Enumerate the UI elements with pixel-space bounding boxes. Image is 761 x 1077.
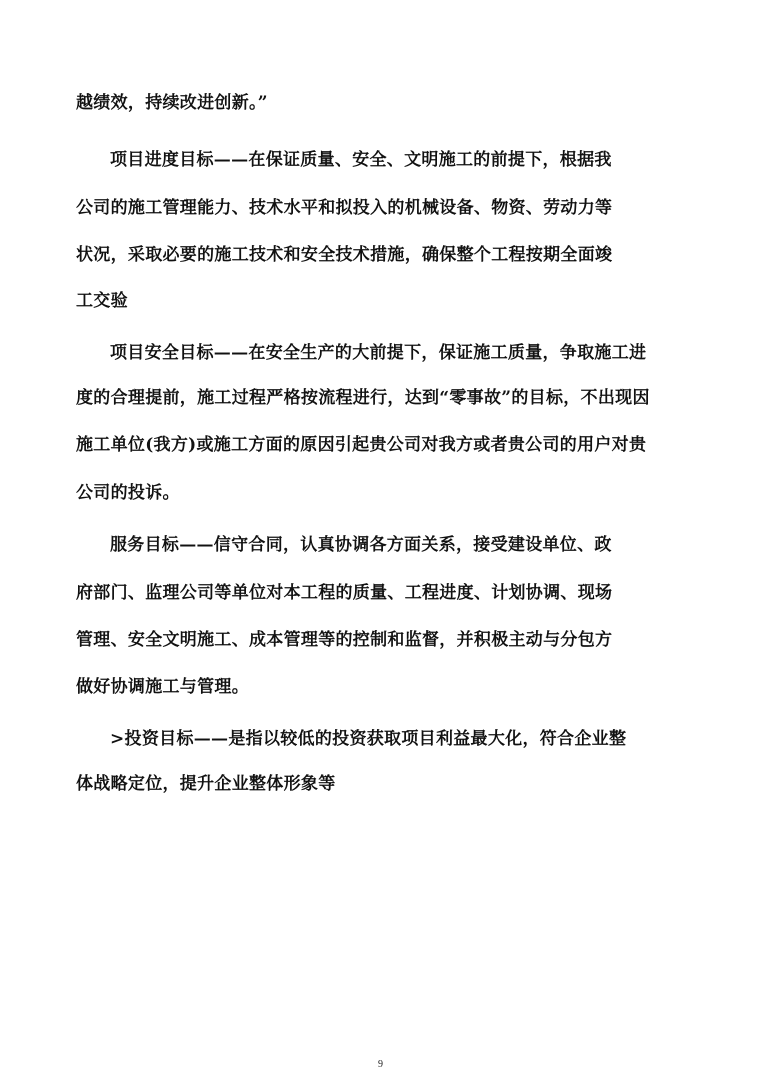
text-line: 服务目标——信守合同，认真协调各方面关系，接受建设单位、政 bbox=[110, 535, 612, 555]
text-line: 状况，采取必要的施工技术和安全技术措施，确保整个工程按期全面竣 bbox=[76, 245, 613, 265]
text-line: 体战略定位，提升企业整体形象等 bbox=[76, 774, 336, 794]
text-line: 项目进度目标——在保证质量、安全、文明施工的前提下，根据我 bbox=[110, 150, 612, 170]
text-line: 做好协调施工与管理。 bbox=[76, 677, 249, 697]
text-line: 公司的施工管理能力、技术水平和拟投入的机械设备、物资、劳动力等 bbox=[76, 198, 613, 218]
text-line: 施工单位(我方)或施工方面的原因引起贵公司对我方或者贵公司的用户对贵 bbox=[76, 435, 647, 455]
text-line: >投资目标——是指以较低的投资获取项目利益最大化，符合企业整 bbox=[110, 729, 627, 749]
text-line: 工交验 bbox=[76, 291, 128, 311]
text-line: 度的合理提前，施工过程严格按流程进行，达到“零事故”的目标，不出现因 bbox=[76, 388, 650, 408]
text-line: 公司的投诉。 bbox=[76, 483, 180, 503]
text-line: 管理、安全文明施工、成本管理等的控制和监督，并积极主动与分包方 bbox=[76, 630, 613, 650]
text-line: 越绩效，持续改进创新。” bbox=[76, 93, 268, 113]
text-line: 府部门、监理公司等单位对本工程的质量、工程进度、计划协调、现场 bbox=[76, 583, 613, 603]
text-line: 项目安全目标——在安全生产的大前提下，保证施工质量，争取施工进 bbox=[110, 343, 647, 363]
page-number: 9 bbox=[378, 1059, 383, 1070]
